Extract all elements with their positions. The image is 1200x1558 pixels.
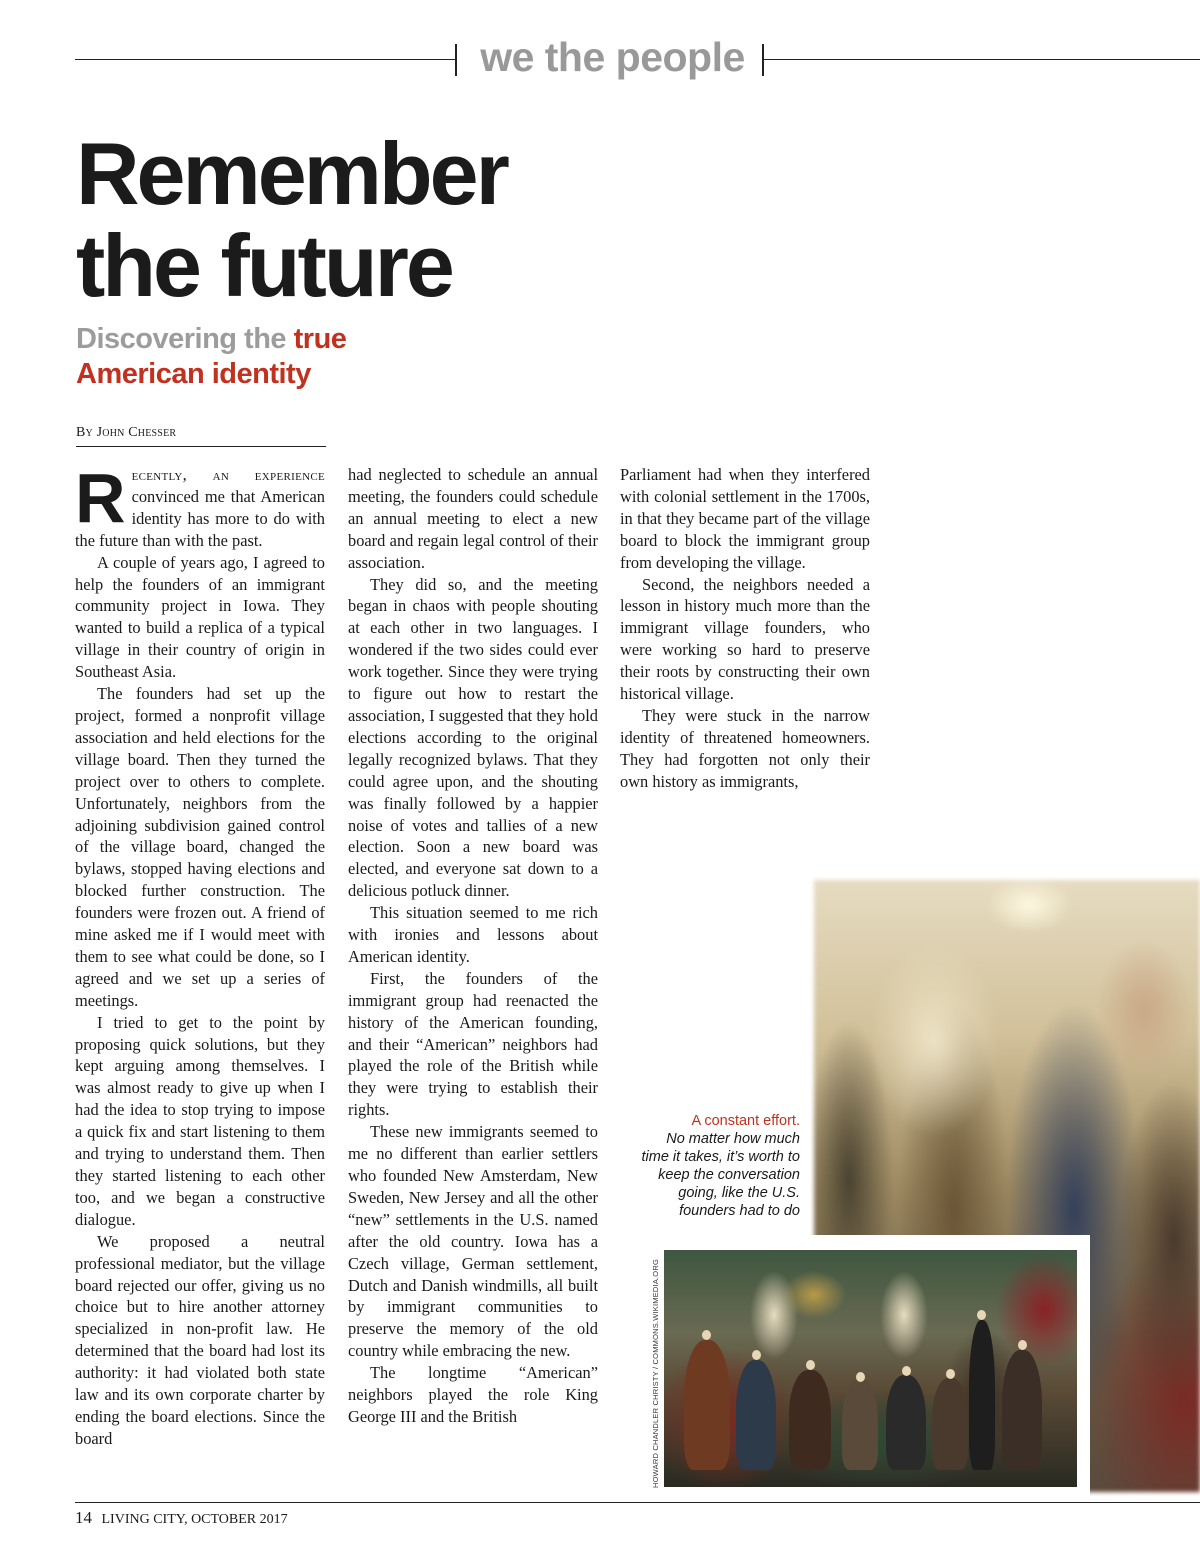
photo-caption (640, 1112, 800, 1220)
paragraph: They were stuck in the narrow identity of threatened homeowners. They had forgotten not only their own history as immigrants, (620, 705, 870, 791)
paragraph: Parliament had when they interfered with colonial settlement in the 1700s, in that they became part of the village board to block the immigrant group from developing the village. (620, 465, 870, 572)
header-rule-left (75, 59, 455, 60)
paragraph: The founders had set up the project, formed a nonprofit village association and held elections for the village board. Then they turned the project over to others to complete. Unfortunately, neighbors from the adjoining subdivision gained control of the village board, changed the bylaws, stopped having elections and blocked further construction. The founders were frozen out. A friend of mine asked me if I would meet with them to see what could be done, so I agreed and we set up a series of meetings. (75, 684, 325, 1010)
painting-figure-head (1018, 1340, 1027, 1350)
header-bar-right (762, 44, 764, 76)
paragraph: First, the founders of the immigrant group had reenacted the history of the American founding, and their “American” neighbors had played the role of the British while they were trying to establish their rights. (348, 968, 598, 1120)
paragraph: This situation seemed to me rich with ironies and lessons about American identity. (348, 903, 598, 966)
painting-figure (684, 1340, 730, 1470)
paragraph: had neglected to schedule an annual meeting, the founders could schedule an annual meeting to elect a new board and regain legal control of their association. (348, 465, 598, 572)
header-rule-right (764, 59, 1200, 60)
headline (76, 124, 696, 315)
drop-cap: R (75, 459, 126, 537)
subheadline-part-3: American identity (76, 358, 311, 390)
lead-in: ecently, an experience (131, 465, 325, 484)
publication-info: LIVING CITY, OCTOBER 2017 (101, 1512, 288, 1527)
painting-figure (842, 1380, 878, 1470)
painting-figure-head (946, 1369, 955, 1379)
painting-figure-head (752, 1350, 761, 1360)
byline: By John Chesser (76, 425, 326, 447)
painting-figure (789, 1370, 831, 1470)
painting-figure-head (856, 1372, 865, 1382)
painting-figure (1002, 1350, 1042, 1470)
painting-standing-figure (969, 1320, 995, 1470)
painting-figure (886, 1375, 926, 1470)
headline-line-1: Remember (76, 124, 507, 223)
paragraph: A couple of years ago, I agreed to help the founders of an immigrant community project in Iowa. They wanted to build a replica of a typical village in their country of origin in Southeast Asia. (75, 552, 325, 682)
painting-figure-head (702, 1330, 711, 1340)
paragraph: These new immigrants seemed to me no different than earlier settlers who founded New Amsterdam, New Sweden, New Jersey and all the other “new” settlements in the U.S. named after the old country. Iowa has a Czech village, German settlement, Dutch and Danish windmills, all built by immigrant communities to preserve the memory of the old country while embracing the new. (348, 1122, 598, 1361)
article-column-2 (348, 464, 598, 1428)
painting-figure (932, 1378, 968, 1470)
section-title: we the people (480, 34, 745, 80)
paragraph-text: convinced me that American identity has more to do with the future than with the past. (75, 486, 325, 550)
article-column-3 (620, 464, 870, 793)
page-number: 14 (75, 1508, 92, 1527)
photo-credit: HOWARD CHANDLER CHRISTY / COMMONS.WIKIMEDIA.ORG (651, 1259, 660, 1488)
article-column-1 (75, 459, 325, 1450)
caption-title: A constant effort. (691, 1113, 800, 1129)
caption-text: No matter how much time it takes, it’s worth to keep the conversation going, like the U.S. founders had to do (641, 1131, 800, 1219)
paragraph: We proposed a neutral professional mediator, but the village board rejected our offer, giving us no choice but to hire another attorney specialized in non-profit law. He determined that the board had lost its authority: it had violated both state law and its own corporate charter by ending the board elections. Since the board (75, 1231, 325, 1448)
subheadline-part-2: true (293, 323, 347, 355)
subheadline (76, 322, 496, 392)
subheadline-part-1: Discovering the (76, 323, 294, 355)
painting-figure-head (806, 1360, 815, 1370)
header-bar-left (455, 44, 457, 76)
paragraph: The longtime “American” neighbors played the role King George III and the British (348, 1363, 598, 1426)
painting-figure (736, 1360, 776, 1470)
painting-figure-head (902, 1366, 911, 1376)
paragraph (75, 459, 325, 552)
painting-figure-head (977, 1310, 986, 1320)
footer-rule (75, 1502, 1200, 1503)
paragraph: I tried to get to the point by proposing quick solutions, but they kept arguing among themselves. I was almost ready to give up when I had the idea to stop trying to impose a quick fix and start listening to them and trying to understand them. Then they started listening to each other too, and we began a constructive dialogue. (75, 1012, 325, 1229)
founders-painting (664, 1250, 1077, 1487)
paragraph: Second, the neighbors needed a lesson in history much more than the immigrant village founders, who were working so hard to preserve their roots by constructing their own historical village. (620, 574, 870, 704)
headline-line-2: the future (76, 216, 452, 315)
paragraph: They did so, and the meeting began in chaos with people shouting at each other in two languages. I wondered if the two sides could ever work together. Since they were trying to figure out how to restart the association, I suggested that they hold elections according to the original legally recognized bylaws. That they could agree upon, and the shouting was finally followed by a happier noise of votes and tallies of a new election. Soon a new board was elected, and everyone sat down to a delicious potluck dinner. (348, 574, 598, 901)
page-footer (75, 1508, 288, 1528)
